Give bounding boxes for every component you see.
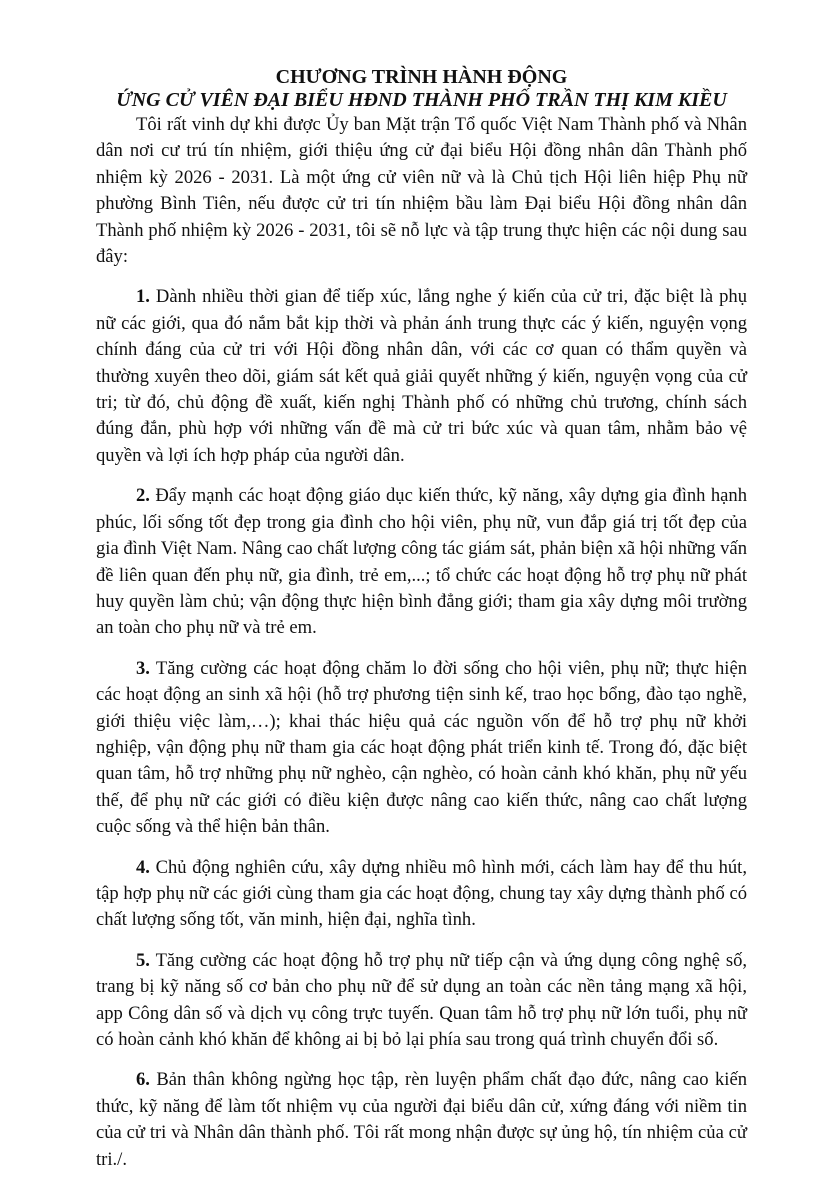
item-text: Dành nhiều thời gian để tiếp xúc, lắng nghe ý kiến của cử tri, đặc biệt là phụ nữ các giới, qua đó nắm bắt kịp thời và phản ánh trung thực các ý kiến, nguyện vọng chính đáng của cử tri với Hội đồng nhân dân, với các cơ quan có thẩm quyền và thường xuyên theo dõi, giám sát kết quả giải quyết những ý kiến, nguyện vọng của cử tri; từ đó, chủ động đề xuất, kiến nghị Thành phố có những chủ trương, chính sách đúng đắn, phù hợp với những vấn đề mà cử tri bức xúc và quan tâm, nhằm bảo vệ quyền và lợi ích hợp pháp của người dân. [96, 286, 747, 466]
item-paragraph-4 [96, 855, 747, 934]
item-text: Đẩy mạnh các hoạt động giáo dục kiến thức, kỹ năng, xây dựng gia đình hạnh phúc, lối sống tốt đẹp trong gia đình cho hội viên, phụ nữ, vun đắp giá trị tốt đẹp của gia đình Việt Nam. Nâng cao chất lượng công tác giám sát, phản biện xã hội những vấn đề liên quan đến phụ nữ, gia đình, trẻ em,...; tổ chức các hoạt động hỗ trợ phụ nữ phát huy quyền làm chủ; vận động thực hiện bình đẳng giới; tham gia xây dựng môi trường an toàn cho phụ nữ và trẻ em. [96, 485, 747, 639]
item-number: 2. [136, 485, 150, 507]
document-title: CHƯƠNG TRÌNH HÀNH ĐỘNG [275, 66, 568, 88]
item-paragraph-2 [96, 483, 747, 641]
item-text: Bản thân không ngừng học tập, rèn luyện phẩm chất đạo đức, nâng cao kiến thức, kỹ năng để làm tốt nhiệm vụ của người đại biểu dân cử, xứng đáng với niềm tin của cử tri và Nhân dân thành phố. Tôi rất mong nhận được sự ủng hộ, tín nhiệm của cử tri./. [96, 1069, 747, 1170]
document-page [96, 66, 747, 1187]
item-number: 3. [136, 657, 150, 679]
item-paragraph-5 [96, 948, 747, 1054]
item-text: Chủ động nghiên cứu, xây dựng nhiều mô hình mới, cách làm hay để thu hút, tập hợp phụ nữ các giới cùng tham gia các hoạt động, chung tay xây dựng thành phố có chất lượng sống tốt, văn minh, hiện đại, nghĩa tình. [96, 856, 747, 931]
item-paragraph-1 [96, 284, 747, 469]
item-text: Tăng cường các hoạt động chăm lo đời sống cho hội viên, phụ nữ; thực hiện các hoạt động an sinh xã hội (hỗ trợ phương tiện sinh kế, trao học bổng, đào tạo nghề, giới thiệu việc làm,…); khai thác hiệu quả các nguồn vốn để hỗ trợ phụ nữ khởi nghiệp, vận động phụ nữ tham gia các hoạt động phát triển kinh tế. Trong đó, đặc biệt quan tâm, hỗ trợ những phụ nữ nghèo, cận nghèo, có hoàn cảnh khó khăn, phụ nữ yếu thế, để phụ nữ các giới có điều kiện được nâng cao kiến thức, nâng cao chất lượng cuộc sống và thể hiện bản thân. [96, 657, 747, 838]
intro-paragraph: Tôi rất vinh dự khi được Ủy ban Mặt trận Tổ quốc Việt Nam Thành phố và Nhân dân nơi cư trú tín nhiệm, giới thiệu ứng cử đại biểu Hội đồng nhân dân Thành phố nhiệm kỳ 2026 - 2031. Là một ứng cử viên nữ và là Chủ tịch Hội liên hiệp Phụ nữ phường Bình Tiên, nếu được cử tri tín nhiệm bầu làm Đại biểu Hội đồng nhân dân Thành phố nhiệm kỳ 2026 - 2031, tôi sẽ nỗ lực và tập trung thực hiện các nội dung sau đây: [96, 114, 747, 268]
document-subtitle: ỨNG CỬ VIÊN ĐẠI BIỂU HĐND THÀNH PHỐ TRẦN THỊ KIM KIỀU [116, 89, 727, 111]
item-number: 5. [136, 949, 150, 971]
item-number: 4. [136, 856, 150, 878]
item-paragraph-3 [96, 656, 747, 841]
item-number: 6. [136, 1069, 150, 1091]
item-number: 1. [136, 286, 150, 308]
item-paragraph-6 [96, 1067, 747, 1173]
item-text: Tăng cường các hoạt động hỗ trợ phụ nữ tiếp cận và ứng dụng công nghệ số, trang bị kỹ năng số cơ bản cho phụ nữ để sử dụng an toàn các nền tảng mạng xã hội, app Công dân số và dịch vụ công trực tuyến. Quan tâm hỗ trợ phụ nữ lớn tuổi, phụ nữ có hoàn cảnh khó khăn để không ai bị bỏ lại phía sau trong quá trình chuyển đổi số. [96, 949, 748, 1050]
